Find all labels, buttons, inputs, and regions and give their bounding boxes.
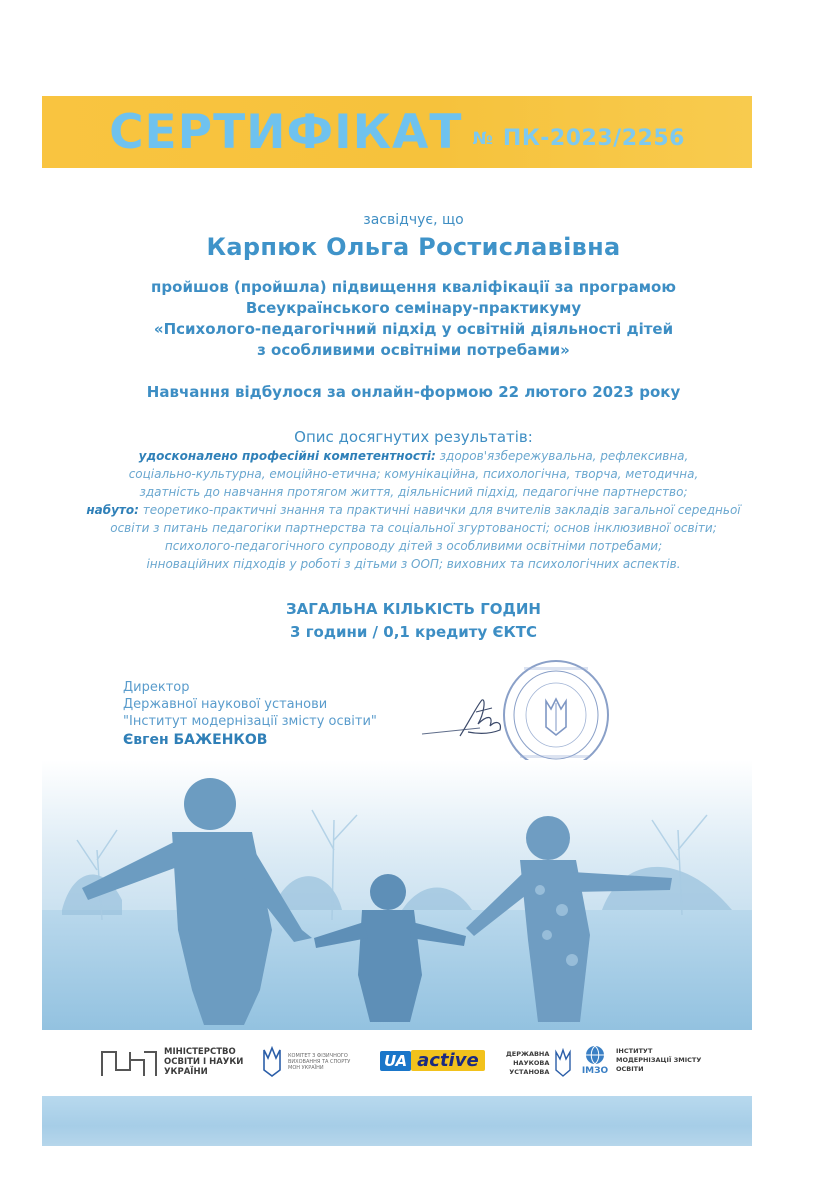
certificate-title: СЕРТИФІКАТ [109, 104, 463, 160]
ministry-emblem-icon [100, 1046, 158, 1078]
results-line: психолого-педагогічного супроводу дітей з особливими освітніми потребами; [164, 539, 663, 553]
ministry-logo [100, 1046, 243, 1078]
logo-text-line: УСТАНОВА [509, 1067, 550, 1076]
logo-text-line: ДЕРЖАВНА [506, 1049, 550, 1058]
signer-name: Євген БАЖЕНКОВ [123, 732, 268, 748]
results-line: здоров'язбережувальна, рефлексивна, [439, 449, 689, 463]
trident-icon [260, 1046, 284, 1078]
signer-role: Директор [123, 680, 190, 695]
logo-text-line: МІНІСТЕРСТВО [164, 1047, 236, 1057]
results-line: соціально-культурна, емоційно-етична; комунікаційна, психологічна, творча, методична, [128, 467, 699, 481]
logo-text-line: ІНСТИТУТ [616, 1046, 653, 1055]
family-photo [42, 760, 752, 1030]
hours-value: 3 години / 0,1 кредиту ЄКТС [290, 623, 537, 641]
state-institution-logo [506, 1048, 573, 1078]
signer-org-line: "Інститут модернізації змісту освіти" [123, 714, 377, 729]
logo-text-line: МОДЕРНІЗАЦІЇ ЗМІСТУ [616, 1055, 702, 1064]
active-badge: active [411, 1050, 485, 1071]
logo-text-line: НАУКОВА [513, 1058, 550, 1067]
partner-logos [42, 1036, 752, 1092]
results-heading: Опис досягнутих результатів: [294, 428, 533, 446]
program-line: з особливими освітніми потребами» [257, 341, 570, 359]
results-line: здатність до навчання протягом життя, діяльнісний підхід, педагогічне партнерство; [139, 485, 688, 499]
hours-title: ЗАГАЛЬНА КІЛЬКІСТЬ ГОДИН [286, 600, 541, 618]
imzo-abbr: ІМЗО [581, 1066, 609, 1076]
certificate-number: ПК-2023/2256 [502, 125, 685, 151]
signature-block [123, 679, 377, 749]
handwritten-signature [420, 690, 510, 750]
ua-active-logo [380, 1050, 485, 1071]
logo-text-line: МОН УКРАЇНИ [288, 1065, 324, 1071]
globe-icon [580, 1044, 610, 1066]
imzo-logo [580, 1044, 701, 1076]
bottom-grass-strip [42, 1096, 752, 1146]
logo-text-line: ОСВІТИ [616, 1064, 644, 1073]
acquired-label: набуто: [86, 503, 139, 517]
program-line: «Психолого-педагогічний підхід у освітній діяльності дітей [153, 320, 674, 338]
logo-text-line: КОМІТЕТ З ФІЗИЧНОГО [288, 1053, 348, 1059]
trident-icon [553, 1048, 573, 1078]
logo-text-line: ОСВІТИ І НАУКИ [164, 1057, 244, 1067]
results-line: освіти з питань педагогіки партнерства та соціальної згуртованості; основ інклюзивної освіти; [110, 521, 717, 535]
recipient-name: Карпюк Ольга Ростиславівна [206, 233, 621, 261]
ua-badge: UA [380, 1051, 411, 1071]
results-block [40, 447, 787, 573]
program-line: пройшов (пройшла) підвищення кваліфікації за програмою [151, 278, 676, 296]
improved-label: удосконалено професійні компетентності: [138, 449, 436, 463]
number-sign: № [472, 129, 493, 149]
program-line: Всеукраїнського семінару-практикуму [245, 299, 582, 317]
study-info: Навчання відбулося за онлайн-формою 22 лютого 2023 року [146, 383, 681, 401]
committee-logo [260, 1046, 350, 1078]
results-line: теоретико-практичні знання та практичні навички для вчителів закладів загальної середньої [142, 503, 741, 517]
program-block [40, 277, 787, 361]
official-stamp [500, 655, 612, 773]
logo-text-line: УКРАЇНИ [164, 1067, 208, 1077]
attests-text: засвідчує, що [363, 212, 464, 228]
certificate-header [42, 96, 752, 168]
signer-org-line: Державної наукової установи [123, 697, 328, 712]
results-line: інноваційних підходів у роботі з дітьми з ООП; виховних та психологічних аспектів. [146, 557, 681, 571]
logo-text-line: ВИХОВАННЯ ТА СПОРТУ [288, 1059, 351, 1065]
